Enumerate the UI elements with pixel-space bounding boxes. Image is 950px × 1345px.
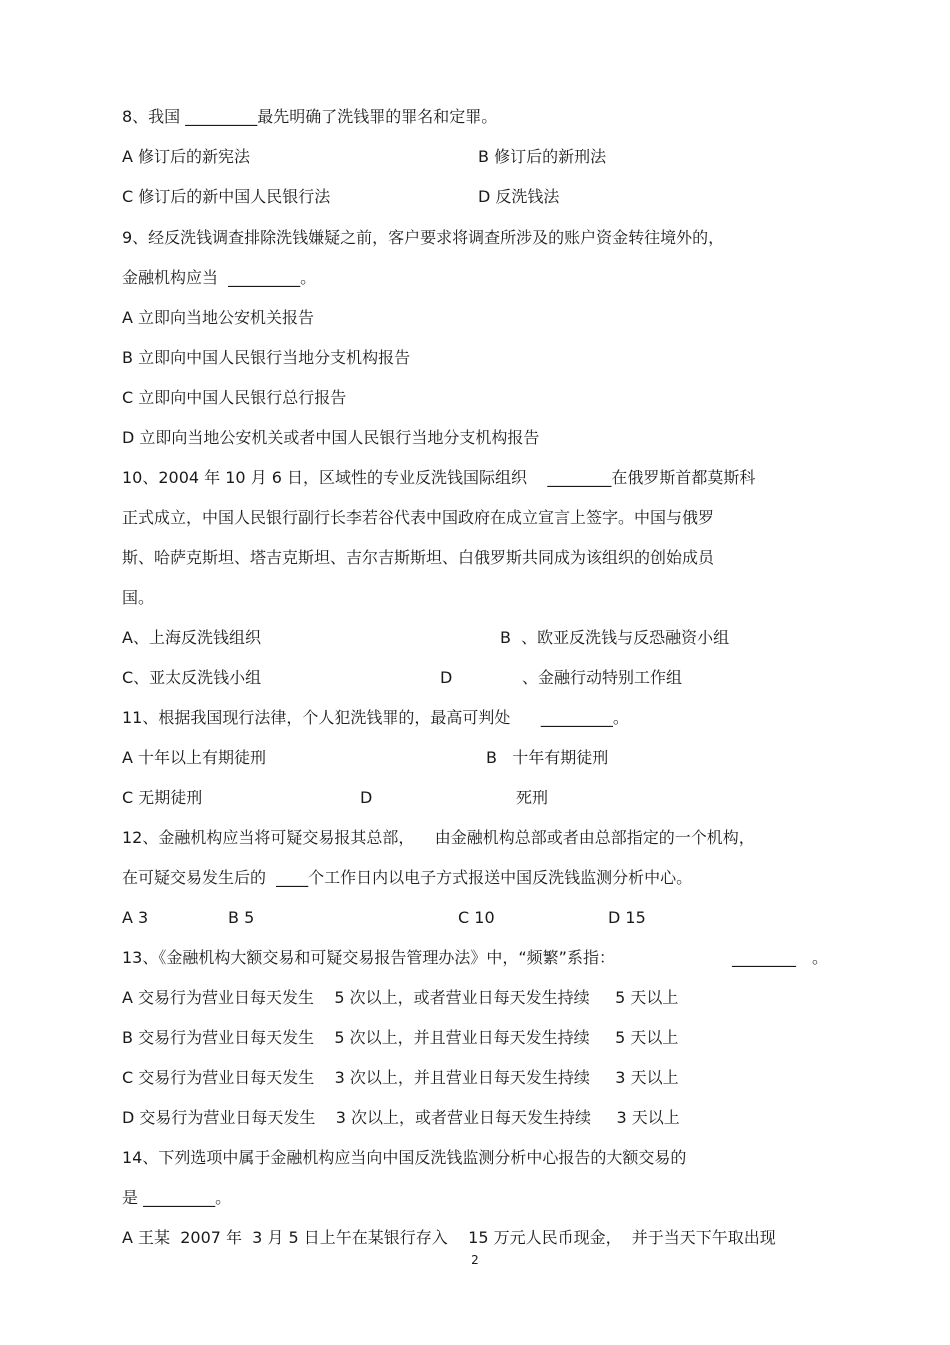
q13-option-c: C 交易行为营业日每天发生 3 次以上，并且营业日每天发生持续 3 天以上 xyxy=(122,1068,679,1087)
q13-stem: 13、《金融机构大额交易和可疑交易报告管理办法》中，“频繁”系指： xyxy=(122,948,615,967)
q13-stem-end: 。 xyxy=(812,948,829,967)
q13-blank: ________ xyxy=(732,948,796,967)
q12-option-a: A 3 xyxy=(122,908,149,927)
q10-stem-line1: 10、2004 年 10 月 6 日，区域性的专业反洗钱国际组织 ________在俄罗斯首都莫斯科 xyxy=(122,468,756,487)
q9-stem-line1: 9、经反洗钱调查排除洗钱嫌疑之前，客户要求将调查所涉及的账户资金转往境外的， xyxy=(122,228,725,247)
q10-stem-line3: 斯、哈萨克斯坦、塔吉克斯坦、吉尔吉斯斯坦、白俄罗斯共同成为该组织的创始成员 xyxy=(122,548,715,567)
q11-option-a: A 十年以上有期徒刑 xyxy=(122,748,267,767)
q9-option-b: B 立即向中国人民银行当地分支机构报告 xyxy=(122,348,411,367)
q9-option-a: A 立即向当地公安机关报告 xyxy=(122,308,315,327)
q9-stem-line2: 金融机构应当 _________。 xyxy=(122,268,317,287)
q11-stem: 11、根据我国现行法律，个人犯洗钱罪的，最高可判处 _________。 xyxy=(122,708,629,727)
q14-stem-line2: 是 _________。 xyxy=(122,1188,232,1207)
q12-option-d: D 15 xyxy=(608,908,646,927)
q9-option-c: C 立即向中国人民银行总行报告 xyxy=(122,388,347,407)
q13-option-d: D 交易行为营业日每天发生 3 次以上，或者营业日每天发生持续 3 天以上 xyxy=(122,1108,680,1127)
q12-option-c: C 10 xyxy=(458,908,495,927)
q10-option-d-text: 、金融行动特别工作组 xyxy=(522,668,683,687)
q10-option-c: C、亚太反洗钱小组 xyxy=(122,668,262,687)
q12-stem-line2: 在可疑交易发生后的 ____个工作日内以电子方式报送中国反洗钱监测分析中心。 xyxy=(122,868,693,887)
q10-option-a: A、上海反洗钱组织 xyxy=(122,628,261,647)
q10-option-d-letter: D xyxy=(440,668,453,687)
q9-option-d: D 立即向当地公安机关或者中国人民银行当地分支机构报告 xyxy=(122,428,540,447)
q8-stem: 8、我国 _________最先明确了洗钱罪的罪名和定罪。 xyxy=(122,107,498,126)
q8-option-d: D 反洗钱法 xyxy=(478,187,560,206)
q8-option-b: B 修订后的新刑法 xyxy=(478,147,607,166)
q12-stem-line1: 12、金融机构应当将可疑交易报其总部， 由金融机构总部或者由总部指定的一个机构， xyxy=(122,828,755,847)
q13-option-b: B 交易行为营业日每天发生 5 次以上，并且营业日每天发生持续 5 天以上 xyxy=(122,1028,679,1047)
q14-stem-line1: 14、下列选项中属于金融机构应当向中国反洗钱监测分析中心报告的大额交易的 xyxy=(122,1148,687,1167)
q10-stem-line2: 正式成立，中国人民银行副行长李若谷代表中国政府在成立宣言上签字。中国与俄罗 xyxy=(122,508,715,527)
q10-option-b: B 、欧亚反洗钱与反恐融资小组 xyxy=(500,628,730,647)
q13-option-a: A 交易行为营业日每天发生 5 次以上，或者营业日每天发生持续 5 天以上 xyxy=(122,988,679,1007)
q8-option-c: C 修订后的新中国人民银行法 xyxy=(122,187,331,206)
q14-option-a: A 王某 2007 年 3 月 5 日上午在某银行存入 15 万元人民币现金， 并于当天下午取出现 xyxy=(122,1228,776,1247)
q8-option-a: A 修订后的新宪法 xyxy=(122,147,251,166)
page-number: 2 xyxy=(471,1253,479,1267)
q11-option-d-letter: D xyxy=(360,788,373,807)
q12-option-b: B 5 xyxy=(228,908,255,927)
q10-stem-line4: 国。 xyxy=(122,588,155,607)
q11-option-c: C 无期徒刑 xyxy=(122,788,203,807)
q11-option-b: B 十年有期徒刑 xyxy=(486,748,609,767)
q11-option-d-text: 死刑 xyxy=(516,788,549,807)
